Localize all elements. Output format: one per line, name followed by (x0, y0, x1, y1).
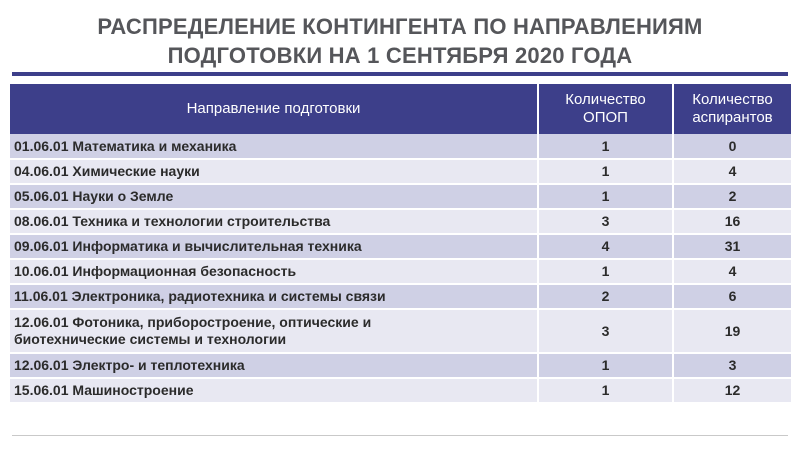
table-row (10, 184, 791, 209)
direction-cell: 11.06.01 Электроника, радиотехника и системы связи (10, 284, 538, 309)
opop-count-cell: 1 (538, 184, 673, 209)
table-row (10, 234, 791, 259)
header-graduate-line-1: Количество (692, 91, 773, 108)
direction-line-2: биотехнические системы и технологии (14, 331, 287, 347)
page-title-line-2: ПОДГОТОВКИ НА 1 СЕНТЯБРЯ 2020 ГОДА (167, 43, 633, 68)
header-direction: Направление подготовки (10, 84, 538, 134)
opop-count-cell: 1 (538, 159, 673, 184)
header-graduate-count (673, 84, 791, 134)
table-row (10, 353, 791, 378)
direction-cell: 08.06.01 Техника и технологии строительства (10, 209, 538, 234)
direction-cell: 04.06.01 Химические науки (10, 159, 538, 184)
graduate-count-cell: 31 (673, 234, 791, 259)
page-title-line-1: РАСПРЕДЕЛЕНИЕ КОНТИНГЕНТА ПО НАПРАВЛЕНИЯМ (97, 14, 703, 39)
opop-count-cell: 3 (538, 209, 673, 234)
table-header (10, 84, 791, 134)
contingent-table (10, 84, 791, 404)
graduate-count-cell: 6 (673, 284, 791, 309)
graduate-count-cell: 2 (673, 184, 791, 209)
graduate-count-cell: 16 (673, 209, 791, 234)
header-opop-line-1: Количество (565, 91, 646, 108)
opop-count-cell: 2 (538, 284, 673, 309)
direction-cell: 05.06.01 Науки о Земле (10, 184, 538, 209)
opop-count-cell: 1 (538, 353, 673, 378)
direction-cell: 01.06.01 Математика и механика (10, 134, 538, 159)
table-body (10, 134, 791, 403)
direction-line-1: 12.06.01 Фотоника, приборостроение, оптические и (14, 314, 372, 330)
table-row (10, 259, 791, 284)
header-opop-line-2: ОПОП (583, 109, 628, 126)
direction-cell: 09.06.01 Информатика и вычислительная техника (10, 234, 538, 259)
page-title (0, 12, 800, 70)
table-row (10, 309, 791, 353)
graduate-count-cell: 4 (673, 259, 791, 284)
table-row (10, 159, 791, 184)
title-underline (12, 72, 788, 76)
direction-cell: 10.06.01 Информационная безопасность (10, 259, 538, 284)
opop-count-cell: 1 (538, 378, 673, 403)
opop-count-cell: 3 (538, 309, 673, 353)
opop-count-cell: 1 (538, 134, 673, 159)
table-row (10, 378, 791, 403)
opop-count-cell: 4 (538, 234, 673, 259)
table-row (10, 209, 791, 234)
graduate-count-cell: 3 (673, 353, 791, 378)
graduate-count-cell: 19 (673, 309, 791, 353)
header-opop-count (538, 84, 673, 134)
table-row (10, 284, 791, 309)
direction-cell: 12.06.01 Электро- и теплотехника (10, 353, 538, 378)
graduate-count-cell: 12 (673, 378, 791, 403)
graduate-count-cell: 4 (673, 159, 791, 184)
graduate-count-cell: 0 (673, 134, 791, 159)
direction-cell (10, 309, 538, 353)
direction-cell: 15.06.01 Машиностроение (10, 378, 538, 403)
table-row (10, 134, 791, 159)
header-graduate-line-2: аспирантов (692, 109, 773, 126)
footer-divider (12, 435, 788, 436)
opop-count-cell: 1 (538, 259, 673, 284)
